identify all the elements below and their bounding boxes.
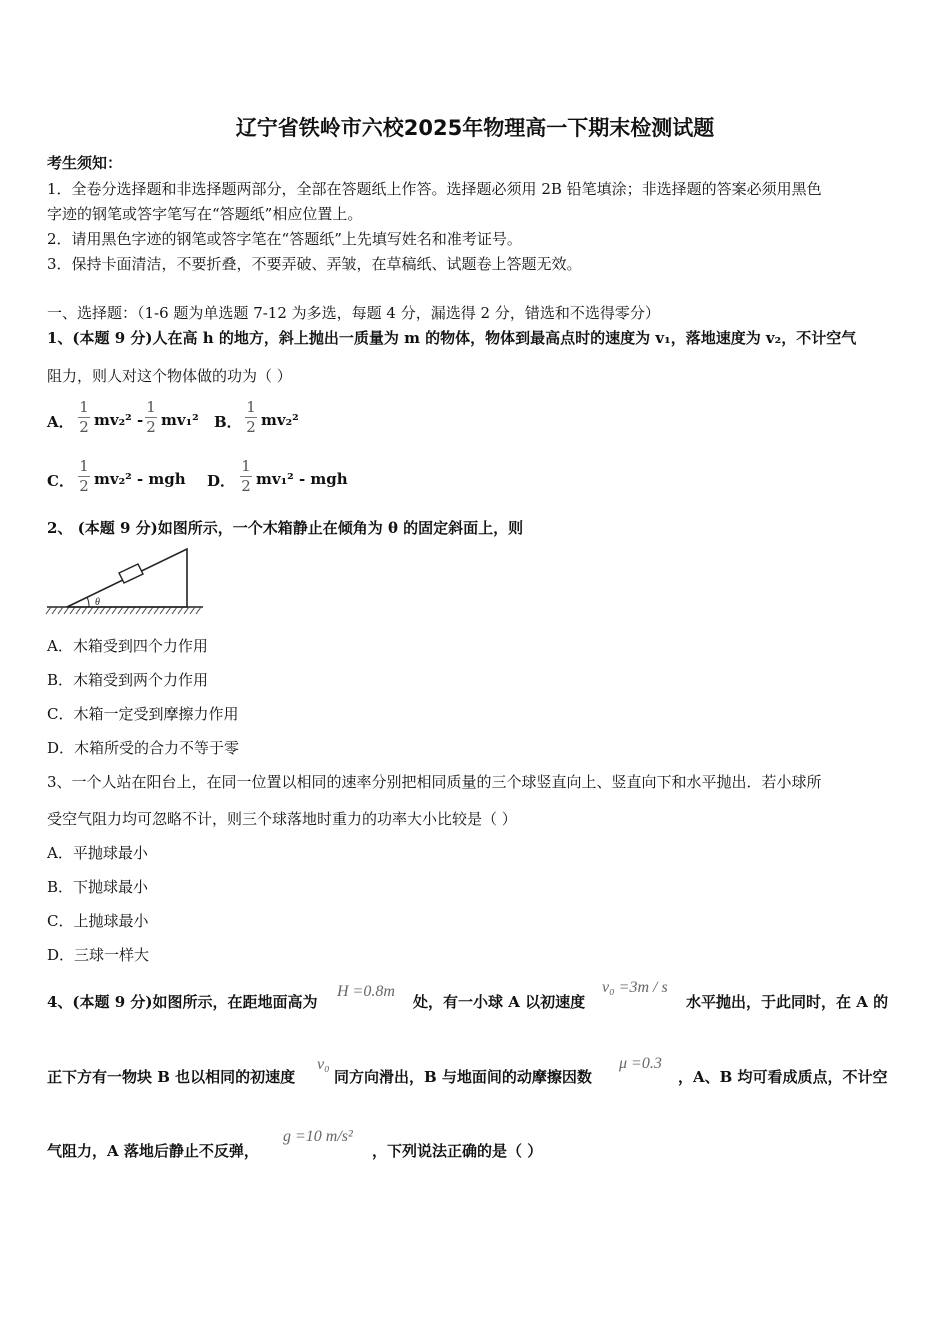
q2-option-a: A．木箱受到四个力作用 [47,637,208,655]
q2-option-d: D．木箱所受的合力不等于零 [47,739,240,757]
q4-line-3-part-2: ，下列说法正确的是（ ） [372,1142,543,1160]
q4-line-2-part-3: ，A、B 均可看成质点，不计空 [678,1068,888,1086]
page-title: 辽宁省铁岭市六校2025年物理高一下期末检测试题 [235,116,715,140]
q4-line-1-part-1: 4、(本题 9 分)如图所示，在距地面高为 [47,993,318,1011]
q4-gravity-formula: g =10 m/s² [283,1128,353,1145]
q3-stem-line-1: 3、一个人站在阳台上，在同一位置以相同的速率分别把相同质量的三个球竖直向上、竖直向下和水平抛出．若小球所 [47,773,822,791]
q3-option-a: A．平抛球最小 [47,844,148,862]
q4-line-3-part-1: 气阻力，A 落地后静止不反弹， [47,1142,259,1160]
angle-arc [87,597,89,607]
incline-diagram [45,545,207,617]
q1-stem-line-2: 阻力，则人对这个物体做的功为（ ） [47,367,292,385]
q1-option-b-label: B． [214,413,242,431]
q3-stem-line-2: 受空气阻力均可忽略不计，则三个球落地时重力的功率大小比较是（ ） [47,810,517,828]
q2-option-c: C．木箱一定受到摩擦力作用 [47,705,239,723]
q1-option-a-fraction-2: 1 2 [146,398,156,436]
q1-option-b-fraction: 1 2 [246,398,256,436]
q3-option-b: B．下抛球最小 [47,878,149,896]
notice-item-1-line-2: 字迹的钢笔或答字笔写在“答题纸”相应位置上。 [47,205,363,223]
q4-friction-formula: μ =0.3 [619,1055,662,1072]
q1-option-a-label: A． [47,413,74,431]
q4-initial-velocity-symbol: v₀ [317,1056,330,1073]
q1-option-c-term: mv₂² - mgh [94,470,186,488]
q4-height-formula: H =0.8m [337,983,395,1000]
q1-option-d-fraction: 1 2 [241,457,251,495]
q4-line-1-part-2: 处，有一小球 A 以初速度 [413,993,586,1011]
q3-option-d: D．三球一样大 [47,946,150,964]
q4-velocity-formula: v₀ =3m / s [602,979,668,996]
q1-option-a-term-1: mv₂² - [94,411,144,429]
q1-option-a-fraction-1: 1 2 [79,398,89,436]
q3-option-c: C．上抛球最小 [47,912,149,930]
q1-option-d-term: mv₁² - mgh [256,470,348,488]
q1-option-d-label: D． [207,472,236,490]
notice-item-2: 2．请用黑色字迹的钢笔或答字笔在“答题纸”上先填写姓名和准考证号。 [47,230,522,248]
theta-label: θ [95,597,100,608]
q2-stem: 2、 (本题 9 分)如图所示，一个木箱静止在倾角为 θ 的固定斜面上，则 [47,519,524,537]
notice-item-3: 3．保持卡面清洁，不要折叠，不要弄破、弄皱，在草稿纸、试题卷上答题无效。 [47,255,582,273]
wooden-box [119,564,143,583]
section-heading: 一、选择题：（1-6 题为单选题 7-12 为多选，每题 4 分，漏选得 2 分，错选和不选得零分） [47,304,660,322]
q1-option-c-label: C． [47,472,74,490]
ground-hatching [46,607,201,614]
q4-line-2-part-2: 同方向滑出，B 与地面间的动摩擦因数 [334,1068,592,1086]
q1-option-a-term-2: mv₁² [161,411,199,429]
q4-line-1-part-3: 水平抛出，于此同时，在 A 的 [686,993,889,1011]
q4-line-2-part-1: 正下方有一物块 B 也以相同的初速度 [47,1068,296,1086]
q1-option-b-term: mv₂² [261,411,299,429]
q1-option-c-fraction: 1 2 [79,457,89,495]
notice-heading: 考生须知： [47,154,123,172]
notice-item-1-line-1: 1．全卷分选择题和非选择题两部分，全部在答题纸上作答。选择题必须用 2B 铅笔填涂；非选择题的答案必须用黑色 [47,180,822,198]
q1-stem-line-1: 1、(本题 9 分)人在高 h 的地方，斜上抛出一质量为 m 的物体，物体到最高点时的速度为 v₁，落地速度为 v₂，不计空气 [47,329,857,347]
q2-option-b: B．木箱受到两个力作用 [47,671,209,689]
